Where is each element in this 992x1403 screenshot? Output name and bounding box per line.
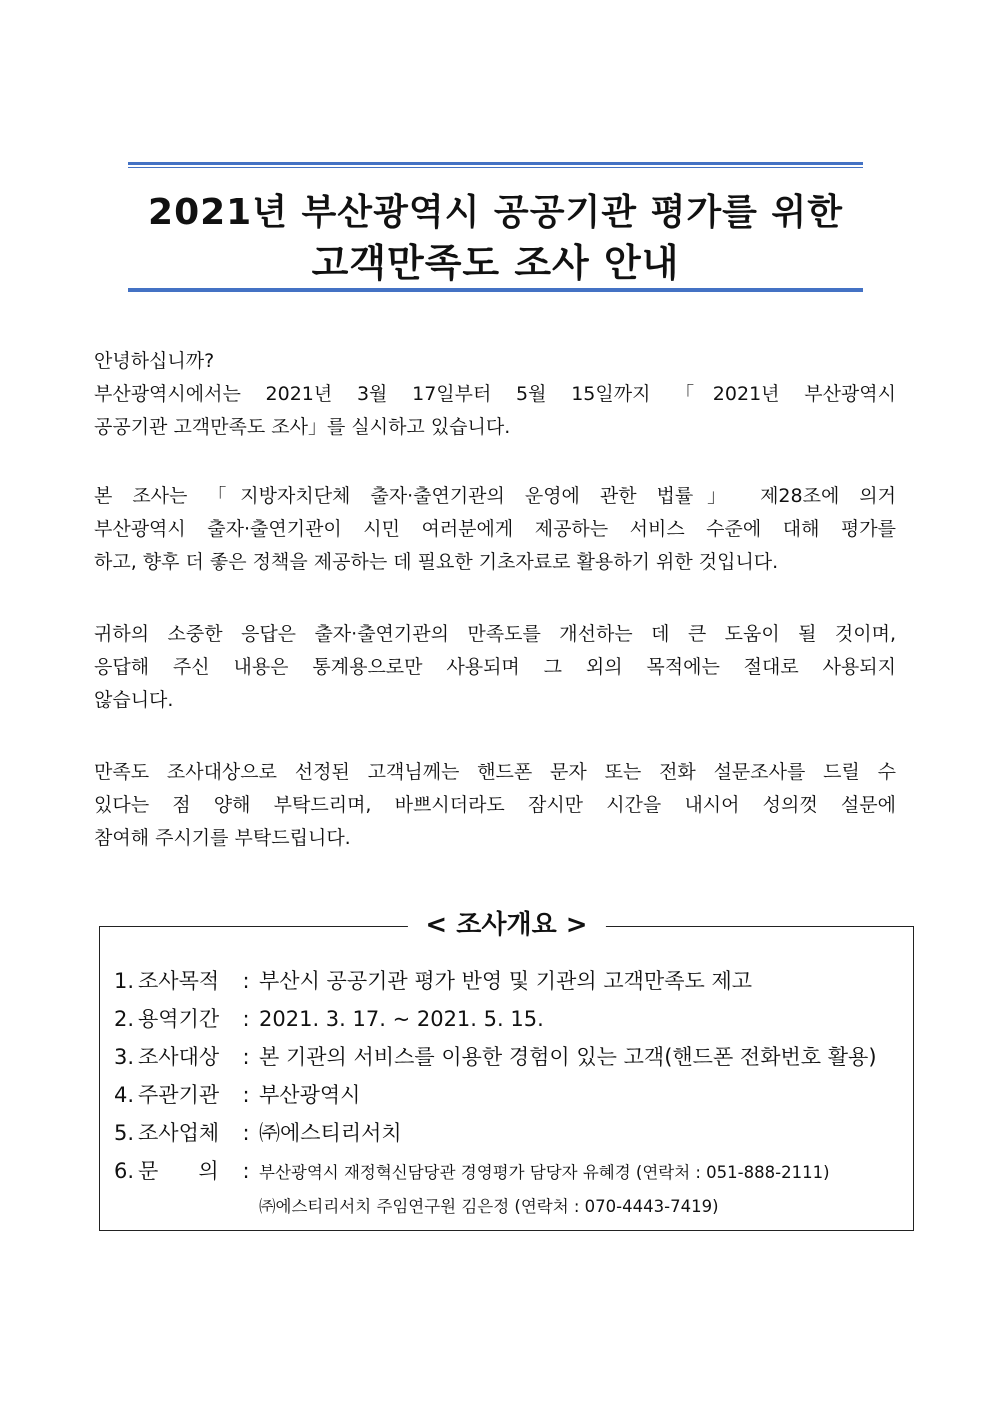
overview-box	[99, 910, 914, 1231]
paragraph-line: 하고, 향후 더 좋은 정책을 제공하는 데 필요한 기초자료로 활용하기 위한 것입니다.	[94, 551, 779, 573]
item-number: 2.	[114, 1007, 135, 1031]
item-label: 조사목적	[138, 969, 220, 993]
overview-list	[114, 965, 904, 1225]
title-box	[128, 162, 863, 292]
overview-item-inquiry	[114, 1155, 904, 1193]
overview-item-target	[114, 1041, 904, 1079]
item-colon: :	[242, 1045, 250, 1069]
title-line-1: 2021년 부산광역시 공공기관 평가를 위한	[148, 192, 843, 233]
item-colon: :	[242, 1121, 250, 1145]
item-number: 5.	[114, 1121, 135, 1145]
paragraph-line: 있다는 점 양해 부탁드리며, 바쁘시더라도 잠시만 시간을 내시어 성의껏 설문에	[94, 794, 896, 816]
title-bottom-rule	[128, 286, 863, 292]
item-colon: :	[242, 1007, 250, 1031]
item-number: 1.	[114, 969, 135, 993]
item-label: 조사대상	[138, 1045, 220, 1069]
overview-contact-2: ㈜에스티리서치 주임연구원 김은정 (연락처 : 070-4443-7419)	[259, 1197, 719, 1216]
overview-item-purpose	[114, 965, 904, 1003]
overview-item-company	[114, 1117, 904, 1155]
paragraph-4	[94, 756, 896, 855]
greeting	[94, 345, 896, 378]
item-number: 6.	[114, 1159, 135, 1183]
item-value: ㈜에스티리서치	[259, 1121, 402, 1145]
item-number: 3.	[114, 1045, 135, 1069]
overview-heading: < 조사개요 >	[407, 905, 605, 945]
item-value: 부산시 공공기관 평가 반영 및 기관의 고객만족도 제고	[259, 969, 753, 993]
item-label: 문 의	[138, 1159, 219, 1183]
paragraph-line: 본 조사는 「지방자치단체 출자·출연기관의 운영에 관한 법률」 제28조에 의거	[94, 485, 896, 507]
item-label: 조사업체	[138, 1121, 220, 1145]
item-number: 4.	[114, 1083, 135, 1107]
paragraph-line: 부산광역시 출자·출연기관이 시민 여러분에게 제공하는 서비스 수준에 대해 평가를	[94, 518, 896, 540]
item-colon: :	[242, 969, 250, 993]
paragraph-line: 응답해 주신 내용은 통계용으로만 사용되며 그 외의 목적에는 절대로 사용되지	[94, 656, 896, 678]
paragraph-line: 않습니다.	[94, 689, 174, 711]
title-top-rule	[128, 162, 863, 168]
paragraph-line: 공공기관 고객만족도 조사」를 실시하고 있습니다.	[94, 416, 511, 438]
greeting-text: 안녕하십니까?	[94, 350, 215, 372]
paragraph-3	[94, 618, 896, 717]
paragraph-line: 참여해 주시기를 부탁드립니다.	[94, 827, 351, 849]
item-label: 주관기관	[138, 1083, 220, 1107]
paragraph-line: 귀하의 소중한 응답은 출자·출연기관의 만족도를 개선하는 데 큰 도움이 될 것이며,	[94, 623, 896, 645]
title-line-2: 고객만족도 조사 안내	[311, 241, 680, 285]
paragraph-line: 만족도 조사대상으로 선정된 고객님께는 핸드폰 문자 또는 전화 설문조사를 드릴 수	[94, 761, 896, 783]
paragraph-line: 부산광역시에서는 2021년 3월 17일부터 5월 15일까지 「2021년 부산광역시	[94, 383, 896, 405]
item-value: 2021. 3. 17. ~ 2021. 5. 15.	[259, 1007, 544, 1031]
item-value: 본 기관의 서비스를 이용한 경험이 있는 고객(핸드폰 전화번호 활용)	[259, 1045, 877, 1069]
item-value: 부산광역시 재정혁신담당관 경영평가 담당자 유혜경 (연락처 : 051-888-2111)	[259, 1163, 830, 1182]
overview-item-organizer	[114, 1079, 904, 1117]
paragraph-2	[94, 480, 896, 579]
item-label: 용역기간	[138, 1007, 220, 1031]
item-colon: :	[242, 1083, 250, 1107]
item-value: 부산광역시	[259, 1083, 361, 1107]
item-colon: :	[242, 1159, 250, 1183]
paragraph-1	[94, 378, 896, 444]
overview-item-period	[114, 1003, 904, 1041]
